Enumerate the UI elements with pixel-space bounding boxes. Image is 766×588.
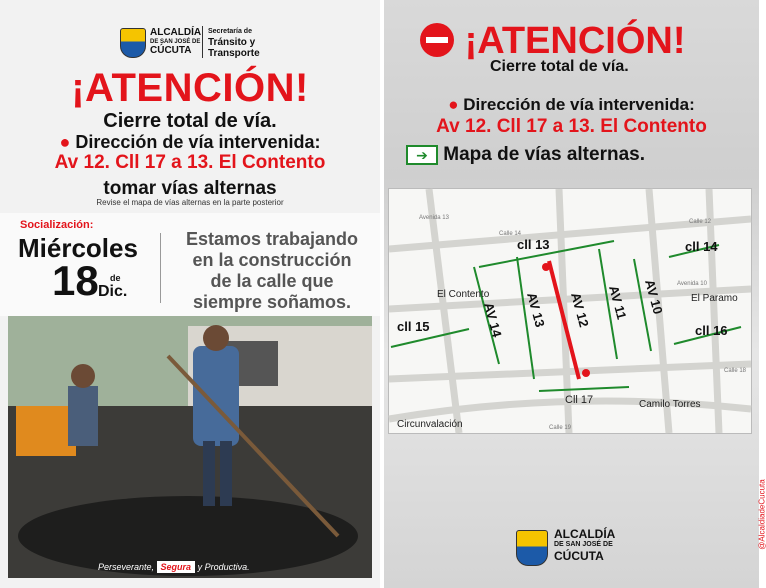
el-contento-label: El Contento [437,289,490,300]
mensaje-block [168,229,376,313]
cierre-text-right: Cierre total de vía. [490,58,629,75]
socializacion-label: Socialización: [20,219,94,231]
av14-label: AV 14 [481,300,505,339]
arrow-right-icon: ➔ [406,145,438,165]
el-paramo-label: El Paramo [691,293,738,304]
logo-right-line3: CÚCUTA [554,549,604,563]
mes-text: Dic. [98,283,128,300]
calle19-label: Calle 19 [549,425,572,431]
photo-footer: Perseverante, Segura y Productiva. [98,562,250,572]
direccion-label: ● Dirección de vía intervenida: [59,132,321,152]
av12-label: AV 12 [568,290,592,329]
date-block [0,213,380,316]
logo-right-line2: DE SAN JOSÉ DE [554,541,613,548]
logo-line1: ALCALDÍA [150,27,202,38]
social-handle-right: @AlcaldiadeCucuta [757,479,766,550]
numero-text: 18 [52,257,99,304]
atencion-title-right: ¡ATENCIÓN! [420,20,686,63]
mensaje-line1: Estamos trabajando [185,229,359,249]
alcaldia-logo [120,26,300,60]
de-text: de [110,273,121,283]
mapa-title: ➔ Mapa de vías alternas. [406,144,645,166]
logo-line3: CÚCUTA [150,45,192,56]
secretaria-line3: Transporte [208,48,260,59]
cll15-label: cll 15 [397,319,430,334]
left-poster [0,0,380,588]
calle14-label: Calle 14 [499,231,522,237]
dia-text: Miércoles [18,233,138,263]
shield-icon [120,28,146,58]
alternate-routes-map [388,188,752,434]
avenida10-label: Avenida 10 [677,281,707,287]
cierre-text: Cierre total de vía. [103,110,277,132]
av11-label: AV 11 [606,283,630,322]
circunvalacion-label: Circunvalación [397,419,463,430]
camilo-torres-label: Camilo Torres [639,399,701,410]
avenida13-label: Avenida 13 [419,215,449,221]
direccion-label-right: ● Dirección de vía intervenida: [448,95,695,114]
cll16-label: cll 16 [695,323,728,338]
direccion-value-right: Av 12. Cll 17 a 13. El Contento [436,116,707,137]
map-svg [389,189,751,433]
secretaria-line2: Tránsito y [208,37,256,48]
mensaje-line4: siempre soñamos. [192,292,352,312]
mensaje-line2: en la construcción [192,250,352,270]
location-pin-icon: ● [59,132,71,152]
alcaldia-logo-right [516,524,626,568]
calle12-label: Calle 12 [689,219,712,225]
construction-photo [8,316,372,578]
av13-label: AV 13 [524,290,548,329]
av10-label: AV 10 [642,277,666,316]
cll17-label: Cll 17 [565,394,594,406]
logo-right-line1: ALCALDÍA [554,527,616,541]
cll14-label: cll 14 [685,239,718,254]
location-pin-icon: ● [448,95,459,114]
right-poster [384,0,766,588]
secretaria-line1: Secretaría de [208,28,252,35]
logo-line2: DE SAN JOSÉ DE [150,39,201,45]
calle18-label: Calle 18 [724,368,747,374]
no-entry-icon [420,23,454,57]
mensaje-line3: de la calle que [210,271,334,291]
direccion-value: Av 12. Cll 17 a 13. El Contento [54,152,326,173]
revise-text: Revise el mapa de vías alternas en la parte posterior [96,198,284,207]
atencion-title: ¡ATENCIÓN! [71,66,309,110]
workers-illustration [8,316,372,578]
shield-icon [516,530,548,566]
cll13-label: cll 13 [517,237,550,252]
tomar-text: tomar vías alternas [103,178,277,199]
